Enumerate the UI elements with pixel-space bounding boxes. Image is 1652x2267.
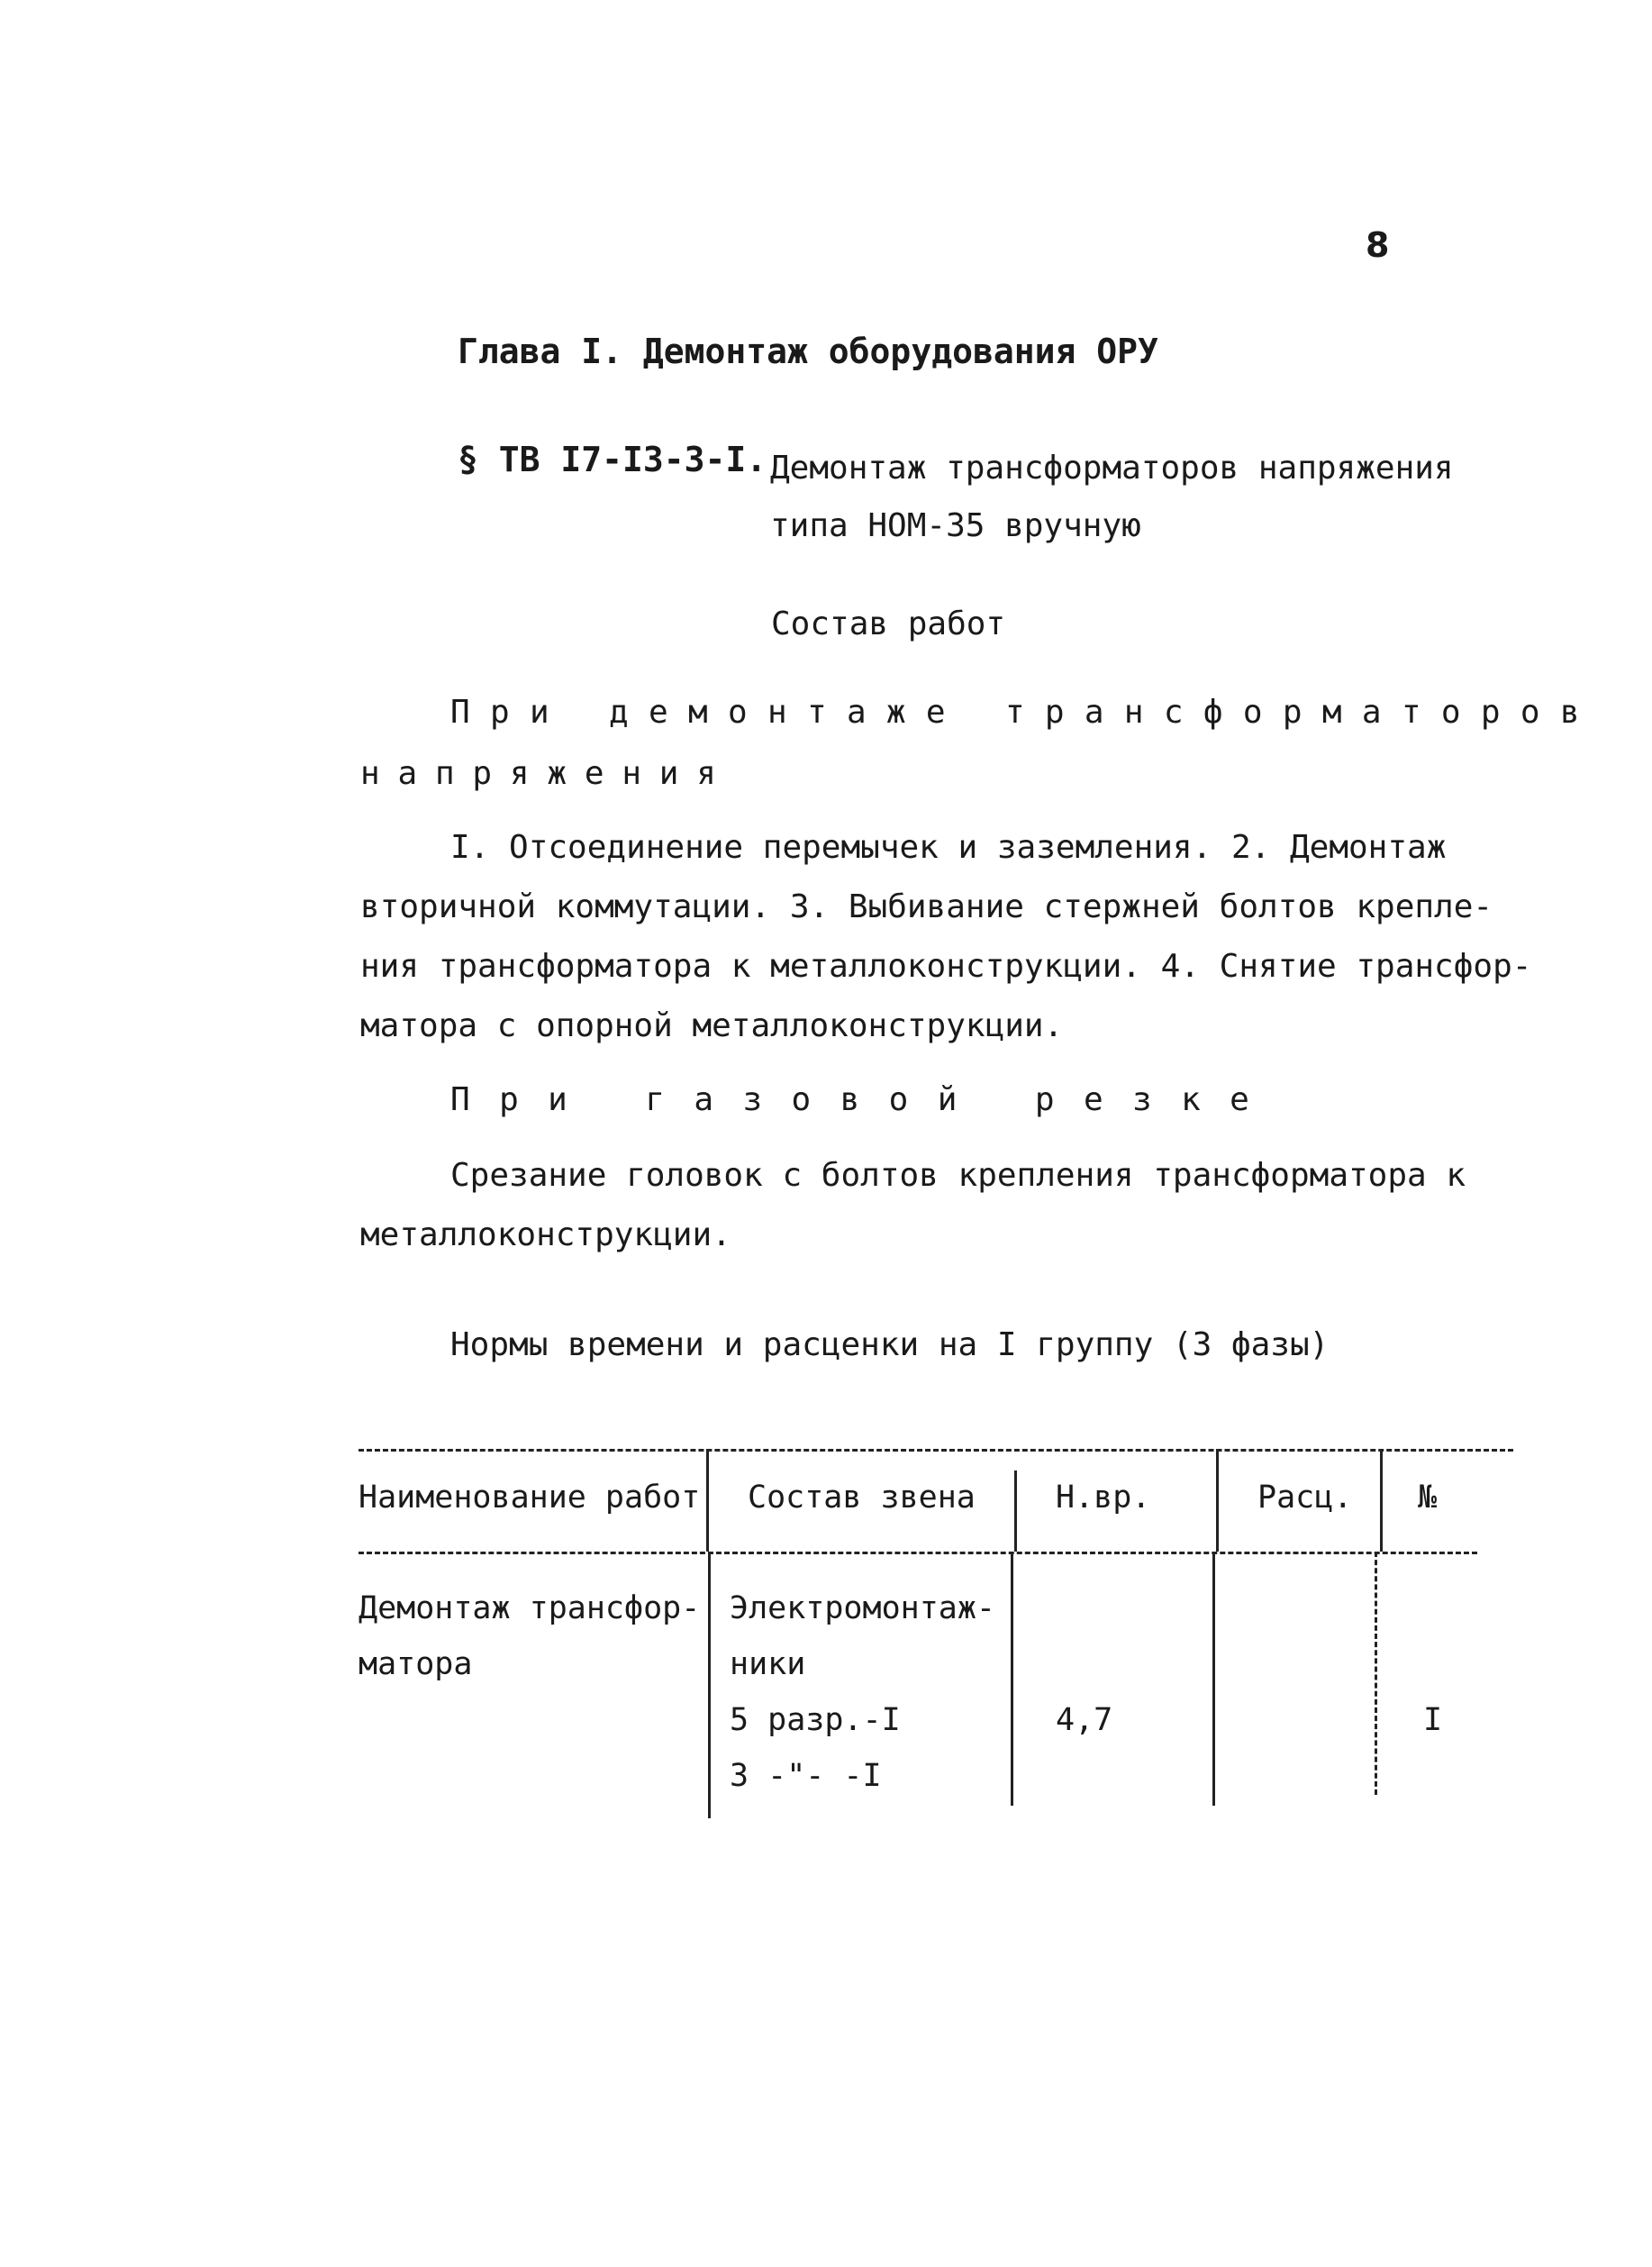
text-line: вторичной коммутации. 3. Выбивание стержней болтов крепле-: [360, 888, 1493, 925]
cell-line: ники: [730, 1646, 806, 1682]
text-line: ния трансформатора к металлоконструкции. 4. Снятие трансфор-: [360, 948, 1532, 985]
gas-cutting-heading: При газовой резке: [450, 1081, 1279, 1118]
text-line: металлоконструкции.: [360, 1216, 731, 1253]
header-work-name: Наименование работ: [359, 1479, 701, 1516]
dismantling-heading-cont: напряжения: [360, 755, 734, 792]
cell-line: Демонтаж трансфор-: [359, 1590, 701, 1626]
cell-line: 3 -"- -I: [730, 1758, 882, 1794]
cell-number: I: [1423, 1702, 1443, 1738]
section-title-line: типа НОМ-35 вручную: [770, 507, 1141, 544]
header-rate: Расц.: [1257, 1479, 1353, 1516]
section-title-line: Демонтаж трансформаторов напряжения: [770, 450, 1454, 487]
gas-cutting-text: [360, 1146, 1466, 1265]
cell-norm-time: 4,7: [1056, 1702, 1113, 1738]
col-divider: [1375, 1552, 1377, 1795]
cell-work-name: [359, 1580, 700, 1692]
text-line: матора с опорной металлоконструкции.: [360, 1007, 1064, 1044]
col-divider: [1011, 1552, 1013, 1806]
section-code: § ТВ I7-I3-3-I.: [458, 440, 767, 479]
cell-crew: [730, 1580, 995, 1804]
header-norm-time: Н.вр.: [1056, 1479, 1151, 1516]
col-divider: [1216, 1449, 1219, 1552]
work-composition-heading: Состав работ: [771, 605, 1006, 642]
header-crew: Состав звена: [748, 1479, 976, 1516]
table-top-rule: [359, 1449, 1513, 1452]
col-divider: [706, 1449, 709, 1552]
col-divider: [1212, 1552, 1215, 1806]
text-line: I. Отсоединение перемычек и заземления. 2. Демонтаж: [450, 829, 1447, 866]
chapter-title: Глава I. Демонтаж оборудования ОРУ: [458, 332, 1158, 371]
col-divider: [708, 1552, 711, 1818]
cell-line: Электромонтаж-: [730, 1590, 996, 1626]
col-divider: [1014, 1470, 1017, 1552]
table-header-rule: [359, 1552, 1477, 1554]
col-divider: [1380, 1449, 1383, 1552]
header-number: №: [1418, 1479, 1438, 1516]
dismantling-heading: При демонтаже трансформаторов: [450, 694, 1600, 731]
section-title: [770, 440, 1454, 555]
cell-line: матора: [359, 1646, 473, 1682]
dismantling-steps: [360, 818, 1531, 1056]
page-number: 8: [1366, 225, 1390, 265]
norms-caption: Нормы времени и расценки на I группу (3 фазы): [450, 1326, 1330, 1363]
text-line: Срезание головок с болтов крепления трансформатора к: [450, 1157, 1466, 1194]
cell-line: 5 разр.-I: [730, 1702, 901, 1738]
